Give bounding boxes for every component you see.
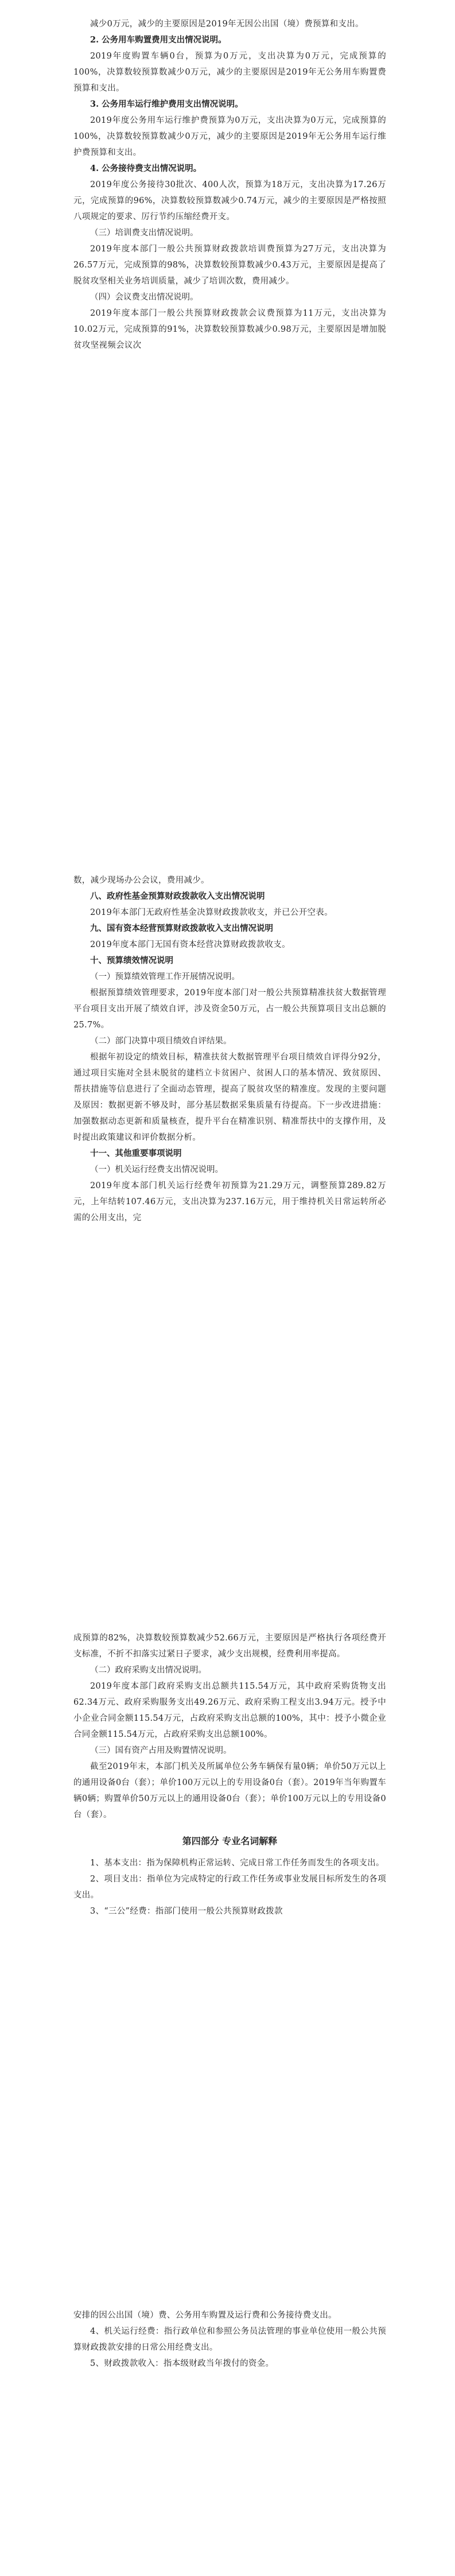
subsection-heading: （三）国有资产占用及购置情况说明。 — [90, 1746, 232, 1755]
body-paragraph: 2019年度本部门政府采购支出总额共115.54万元，其中政府采购货物支出62.34万元、政府采购服务支出49.26万元、政府采购工程支出3.94万元。授予中小企业合同金额115.54万元，占政府采购支出总额的100%，其中：授予小微企业合同金额115.54万元，占政府采购支出总额100%。 — [73, 1682, 386, 1739]
body-paragraph: 2、项目支出：指单位为完成特定的行政工作任务或事业发展目标所发生的各项支出。 — [73, 1875, 386, 1900]
body-paragraph: 根据年初设定的绩效目标，精准扶贫大数据管理平台项目绩效自评得分92分，通过项目实施对全县未脱贫的建档立卡贫困户、贫困人口的基本情况、致贫原因、帮扶措施等信息进行了全面动态管理，提高了脱贫攻坚的精准度。发现的主要问题及原因：数据更新不够及时，部分基层数据采集质量有待提高。下一步改进措施：加强数据动态更新和质量核查，提升平台在精准识别、精准帮扶中的支撑作用，及时提出政策建议和评价数据分析。 — [73, 1053, 386, 1142]
subsection-heading: （一）预算绩效管理工作开展情况说明。 — [90, 972, 240, 981]
body-paragraph: 2019年度公务接待30批次、400人次，预算为18万元，支出决算为17.26万元，完成预算的96%，决算数较预算数减少0.74万元，减少的主要原因是严格按照八项规定的要求、厉行节约压缩经费开支。 — [73, 180, 386, 222]
body-paragraph: 2019年度购置车辆0台，预算为0万元，支出决算为0万元，完成预算的100%，决算数较预算数减少0万元，减少的主要原因是2019年无公务用车购置费预算和支出。 — [73, 52, 386, 93]
continued-paragraph: 安排的因公出国（境）费、公务用车购置及运行费和公务接待费支出。 — [73, 2311, 337, 2320]
section-heading: 十、预算绩效情况说明 — [90, 956, 173, 965]
body-paragraph: 根据预算绩效管理要求，2019年度本部门对一般公共预算精准扶贫大数据管理平台项目支出开展了绩效自评，涉及资金50万元，占一般公共预算项目支出总额的25.7%。 — [73, 988, 386, 1030]
body-paragraph: 3、“三公”经费：指部门使用一般公共预算财政拨款 — [90, 1907, 283, 1916]
body-paragraph: 2019年本部门无政府性基金决算财政拨款收支，并已公开空表。 — [90, 908, 333, 917]
item-heading: 4. 公务接待费支出情况说明。 — [90, 164, 202, 173]
item-heading: 3. 公务用车运行维护费用支出情况说明。 — [90, 99, 243, 109]
body-paragraph: 截至2019年末，本部门机关及所属单位公务车辆保有量0辆；单价50万元以上的通用设备0台（套）；单价100万元以上的专用设备0台（套）。2019年当年购置车辆0辆；购置单价50万元以上的通用设备0台（套）；单价100万元以上的专用设备0台（套）。 — [73, 1762, 386, 1820]
subsection-heading: （三）培训费支出情况说明。 — [90, 228, 199, 238]
continued-paragraph: 数，减少现场办公会议，费用减少。 — [73, 876, 209, 885]
item-heading: 2. 公务用车购置费用支出情况说明。 — [90, 35, 227, 45]
subsection-heading: （四）会议费支出情况说明。 — [90, 293, 199, 302]
content-block-2 — [73, 872, 386, 1226]
subsection-heading: （一）机关运行经费支出情况说明。 — [90, 1165, 223, 1174]
body-paragraph: 2019年度本部门无国有资本经营决算财政拨款收支。 — [90, 940, 290, 949]
subsection-heading: （二）政府采购支出情况说明。 — [90, 1666, 207, 1675]
body-paragraph: 1、基本支出：指为保障机构正常运转、完成日常工作任务而发生的各项支出。 — [90, 1859, 384, 1868]
body-paragraph: 5、财政拨款收入：指本级财政当年拨付的资金。 — [90, 2359, 274, 2368]
content-block-3 — [73, 1630, 386, 1919]
section-heading: 十一、其他重要事项说明 — [90, 1149, 182, 1158]
body-paragraph: 2019年度本部门机关运行经费年初预算为21.29万元，调整预算289.82万元，上年结转107.46万元，支出决算为237.16万元，用于维持机关日常运转所必需的公用支出，完 — [73, 1181, 386, 1223]
content-block-1 — [73, 16, 386, 354]
body-paragraph: 2019年度本部门一般公共预算财政拨款会议费预算为11万元，支出决算为10.02万元，完成预算的91%，决算数较预算数减少0.98万元，主要原因是增加脱贫攻坚视频会议次 — [73, 309, 386, 350]
section-heading: 九、国有资本经营预算财政拨款收入支出情况说明 — [90, 924, 273, 933]
continued-paragraph: 成预算的82%，决算数较预算数减少52.66万元，主要原因是严格执行各项经费开支标准，不折不扣落实过紧日子要求，减少支出规模，经费利用率提高。 — [73, 1634, 386, 1659]
section-heading: 八、政府性基金预算财政拨款收入支出情况说明 — [90, 892, 265, 901]
subsection-heading: （二）部门决算中项目绩效自评结果。 — [90, 1037, 232, 1046]
body-paragraph: 2019年度本部门一般公共预算财政拨款培训费预算为27万元，支出决算为26.57万元，完成预算的98%，决算数较预算数减少0.43万元，主要原因是提高了脱贫攻坚相关业务培训质量，减少了培训次数，费用减少。 — [73, 245, 386, 286]
body-paragraph: 2019年度公务用车运行维护费预算为0万元，支出决算为0万元，完成预算的100%，决算数较预算数减少0万元，减少的主要原因是2019年无公务用车运行维护费预算和支出。 — [73, 116, 386, 157]
content-block-4 — [73, 2307, 386, 2372]
part-title: 第四部分 专业名词解释 — [182, 1836, 278, 1846]
body-paragraph: 减少0万元，减少的主要原因是2019年无因公出国（境）费预算和支出。 — [90, 20, 364, 29]
body-paragraph: 4、机关运行经费：指行政单位和参照公务员法管理的事业单位使用一般公共预算财政拨款安排的日常公用经费支出。 — [73, 2327, 386, 2352]
